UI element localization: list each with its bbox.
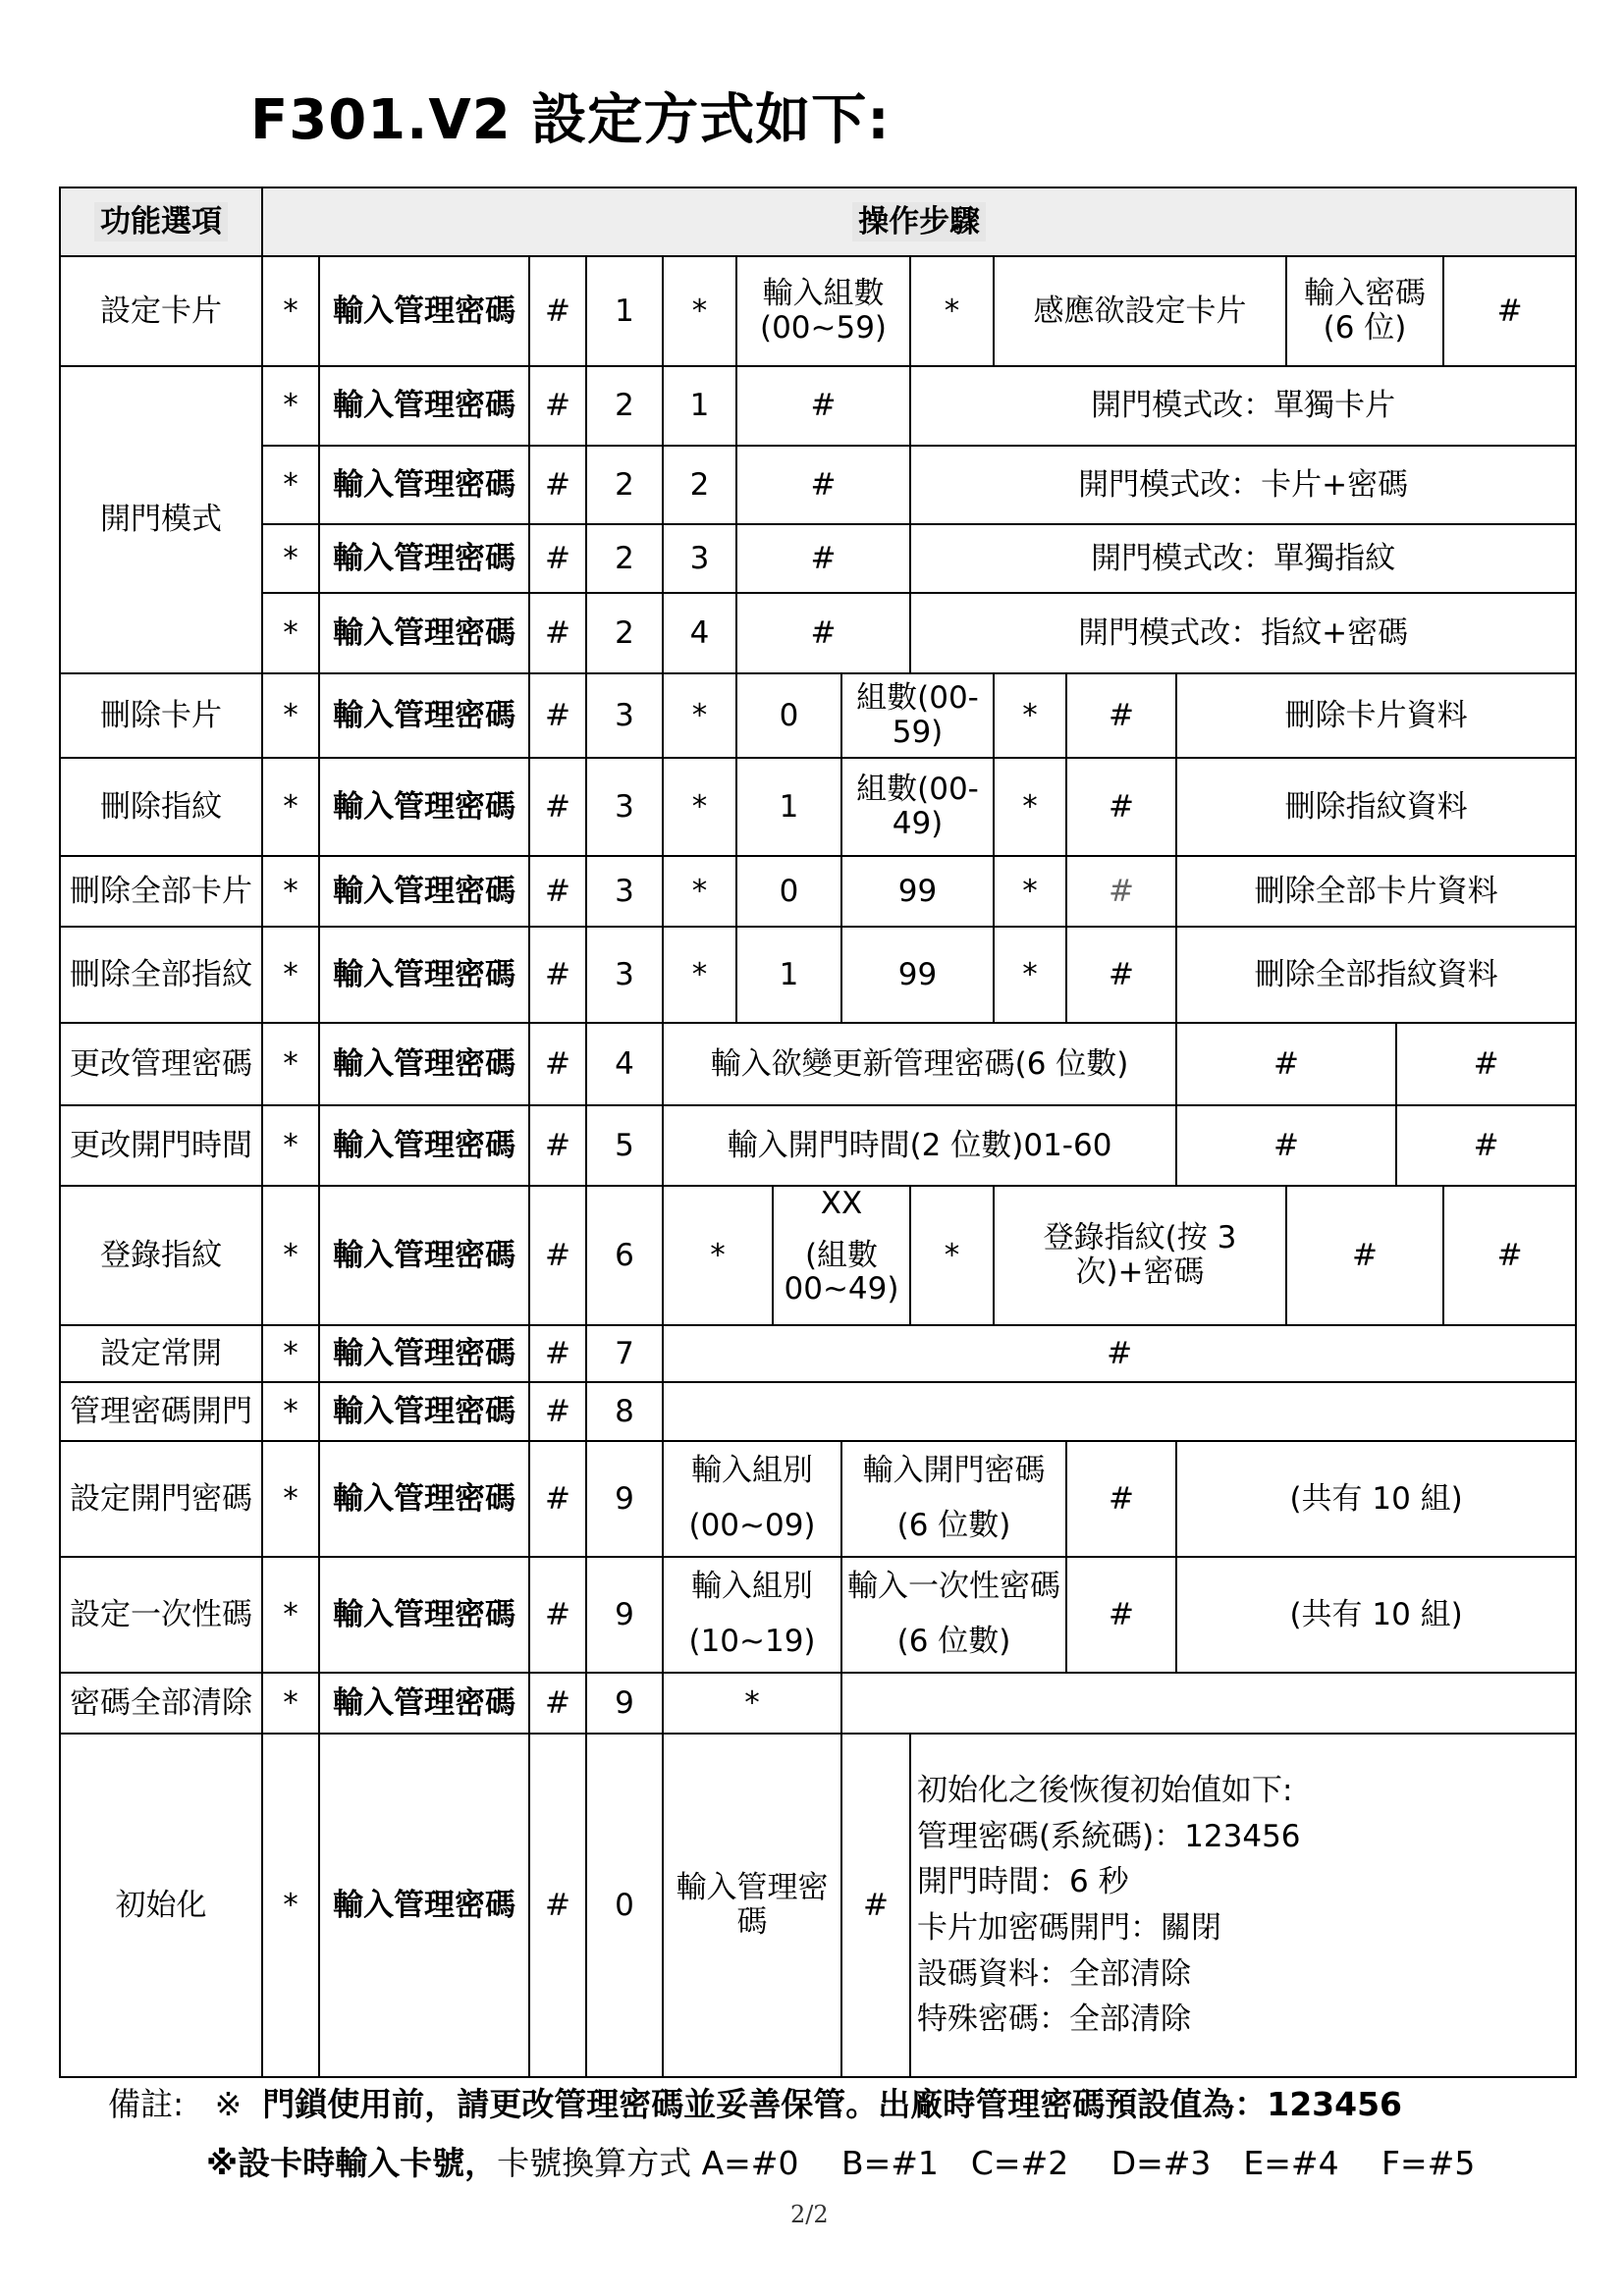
action-text-cell: 刪除全部卡片資料 [1176,856,1576,927]
enter-admin-cell: 輸入管理密碼 [319,1673,529,1734]
notes-line-2 [206,2138,1475,2184]
init-line: 管理密碼(系統碼)：123456 [917,1818,1301,1854]
hash-cell: # [1443,1186,1576,1325]
star-cell: * [663,927,736,1023]
star-cell: * [262,1023,319,1105]
sub-code-cell: 2 [663,446,736,524]
hash-cell: # [529,1557,586,1673]
total-cell: (共有 10 組) [1176,1441,1576,1557]
mode-text-cell: 開門模式改：指紋+密碼 [910,593,1576,673]
row-label: 刪除指紋 [60,758,262,856]
enter-admin-cell: 輸入管理密碼 [319,1186,529,1325]
page-number: 2/2 [790,2201,829,2228]
star-cell: * [994,927,1066,1023]
hash-cell: # [1396,1023,1576,1105]
code-cell: 0 [736,856,841,927]
star-cell: * [262,524,319,593]
hash-cell: # [529,256,586,366]
code-cell: 9 [586,1673,663,1734]
table-row [60,1673,1576,1734]
code-cell: 5 [586,1105,663,1186]
star-cell: * [262,1382,319,1441]
group-label: 輸入組別 [691,1453,813,1489]
row-label: 設定開門密碼 [60,1441,262,1557]
group-cell: 輸入組數(00~59) [736,256,910,366]
enter-admin-cell: 輸入管理密碼 [319,1441,529,1557]
group-label: 輸入組別 [691,1569,813,1605]
enter-admin-cell: 輸入管理密碼 [319,856,529,927]
enter-admin-cell: 輸入管理密碼 [319,524,529,593]
sub-code-cell: 1 [663,366,736,446]
table-row [60,1382,1576,1441]
code-cell: 3 [586,856,663,927]
action-text-cell: 刪除全部指紋資料 [1176,927,1576,1023]
table-row [60,1186,1576,1325]
hash-cell: # [529,593,586,673]
star-cell: * [262,1441,319,1557]
enter-admin-cell: 輸入管理密碼 [319,1557,529,1673]
action-text-cell: 刪除指紋資料 [1176,758,1576,856]
code-cell: 2 [586,446,663,524]
hash-cell: # [529,1105,586,1186]
table-row [60,1325,1576,1382]
hash-cell: # [529,1023,586,1105]
group-cell [663,1441,841,1557]
hash-cell: # [663,1325,1576,1382]
star-cell: * [262,1673,319,1734]
table-row [60,927,1576,1023]
table-row [60,1105,1576,1186]
password-label: 輸入開門密碼 [862,1453,1046,1489]
enter-admin-cell: 輸入管理密碼 [319,1382,529,1441]
notes-bold: ※設卡時輸入卡號， [206,2144,498,2182]
init-line: 開門時間：6 秒 [917,1864,1129,1900]
value-cell: 99 [841,856,994,927]
code-cell: 2 [586,366,663,446]
notes-text: 卡號換算方式 A=#0 B=#1 C=#2 D=#3 E=#4 F=#5 [497,2144,1476,2182]
action-text-cell: 刪除卡片資料 [1176,673,1576,758]
star-cell: * [994,673,1066,758]
star-cell: * [262,758,319,856]
star-cell: * [262,446,319,524]
table-row [60,366,1576,446]
code-cell: 2 [586,593,663,673]
group-cell [773,1186,910,1325]
notes-text: 門鎖使用前，請更改管理密碼並妥善保管。出廠時管理密碼預設值為：123456 [262,2085,1403,2123]
hash-cell: # [529,1734,586,2077]
enter-admin-cell: 輸入管理密碼 [319,1023,529,1105]
row-label: 刪除卡片 [60,673,262,758]
code-cell: 3 [586,758,663,856]
enter-admin-cell: 輸入管理密碼 [319,256,529,366]
star-cell: * [262,1186,319,1325]
code-cell: 0 [736,673,841,758]
star-cell: * [262,1325,319,1382]
row-label: 密碼全部清除 [60,1673,262,1734]
group-range: (00~09) [688,1508,816,1543]
hash-cell: # [736,446,910,524]
init-line: 設碼資料：全部清除 [917,1955,1191,1992]
star-cell: * [910,256,994,366]
group-cell [663,1557,841,1673]
empty-cell [663,1382,1576,1441]
star-cell: * [663,256,736,366]
hash-cell: # [841,1734,910,2077]
enter-admin-cell: 輸入管理密碼 [319,1105,529,1186]
star-cell: * [262,1734,319,2077]
group-range: (10~19) [688,1624,816,1659]
table-row [60,446,1576,524]
hash-cell: # [529,446,586,524]
hash-cell: # [1176,1023,1396,1105]
row-label: 刪除全部指紋 [60,927,262,1023]
table-row [60,758,1576,856]
empty-cell [841,1673,1576,1734]
hash-cell: # [529,673,586,758]
code-cell: 2 [586,524,663,593]
hash-cell: # [1396,1105,1576,1186]
star-cell: * [910,1186,994,1325]
star-cell: * [262,673,319,758]
table-row [60,524,1576,593]
notes-mark: ※ [214,2085,243,2123]
row-label: 設定一次性碼 [60,1557,262,1673]
row-label: 管理密碼開門 [60,1382,262,1441]
hash-cell: # [529,1382,586,1441]
notes-line-1 [108,2079,1402,2125]
table-row [60,1023,1576,1105]
star-cell: * [663,673,736,758]
init-line: 卡片加密碼開門：關閉 [917,1910,1221,1946]
sub-code-cell: 4 [663,593,736,673]
enter-admin-cell: 輸入管理密碼 [319,366,529,446]
password-cell [841,1557,1066,1673]
hash-cell: # [1443,256,1576,366]
code-cell: 1 [586,256,663,366]
action-text-cell: 登錄指紋(按 3 次)+密碼 [994,1186,1286,1325]
hash-cell: # [529,856,586,927]
action-text-cell: 輸入欲變更新管理密碼(6 位數) [663,1023,1176,1105]
password-label: 輸入一次性密碼 [847,1569,1060,1605]
star-cell: * [262,366,319,446]
hash-cell: # [529,524,586,593]
hash-cell: # [736,366,910,446]
sub-code-cell: 3 [663,524,736,593]
star-cell: * [262,593,319,673]
enter-admin-cell: 輸入管理密碼 [319,446,529,524]
star-cell: * [262,256,319,366]
enter-admin-cell: 輸入管理密碼 [319,927,529,1023]
table-row [60,673,1576,758]
hash-cell: # [736,593,910,673]
code-cell: 1 [736,927,841,1023]
code-cell: 3 [586,927,663,1023]
code-cell: 9 [586,1441,663,1557]
group-cell: 組數(00-59) [841,673,994,758]
star-cell: * [262,927,319,1023]
star-cell: * [663,856,736,927]
star-cell: * [663,758,736,856]
code-cell: 8 [586,1382,663,1441]
group-range: (組數00~49) [784,1237,899,1308]
enter-admin-cell: 輸入管理密碼 [319,1734,529,2077]
table-row [60,1441,1576,1557]
value-cell: 99 [841,927,994,1023]
hash-cell: # [529,1673,586,1734]
mode-text-cell: 開門模式改：卡片+密碼 [910,446,1576,524]
code-cell: 7 [586,1325,663,1382]
hash-cell: # [1286,1186,1443,1325]
hash-cell: # [529,366,586,446]
table-row [60,1557,1576,1673]
hash-cell: # [1066,758,1176,856]
enter-admin-cell: 輸入管理密碼 [319,593,529,673]
star-cell: * [994,856,1066,927]
mode-text-cell: 開門模式改：單獨卡片 [910,366,1576,446]
code-cell: 0 [586,1734,663,2077]
hash-cell: # [529,1186,586,1325]
enter-admin-cell: 輸入管理密碼 [319,1325,529,1382]
code-cell: 4 [586,1023,663,1105]
row-label: 設定卡片 [60,256,262,366]
hash-cell: # [1066,673,1176,758]
star-cell: * [262,1557,319,1673]
page-title: F301.V2 設定方式如下: [250,88,891,152]
star-cell: * [262,856,319,927]
table-row [60,856,1576,927]
star-cell: * [663,1673,841,1734]
row-label: 更改管理密碼 [60,1023,262,1105]
row-label: 登錄指紋 [60,1186,262,1325]
star-cell: * [663,1186,773,1325]
hash-cell: # [1066,927,1176,1023]
hash-cell: # [1176,1105,1396,1186]
total-cell: (共有 10 組) [1176,1557,1576,1673]
sense-card-cell: 感應欲設定卡片 [994,256,1286,366]
table-row [60,593,1576,673]
init-line: 特殊密碼：全部清除 [917,2002,1191,2038]
mode-text-cell: 開門模式改：單獨指紋 [910,524,1576,593]
init-line: 初始化之後恢復初始值如下: [917,1772,1293,1808]
code-cell: 1 [736,758,841,856]
code-cell: 9 [586,1557,663,1673]
header-steps: 操作步驟 [262,187,1576,256]
enter-admin-cell: 輸入管理密碼 [319,673,529,758]
code-cell: 3 [586,673,663,758]
row-label: 設定常開 [60,1325,262,1382]
enter-admin-cell: 輸入管理密碼 [319,758,529,856]
hash-cell: # [1066,856,1176,927]
row-label: 開門模式 [60,366,262,673]
row-label: 刪除全部卡片 [60,856,262,927]
hash-cell: # [529,1441,586,1557]
hash-cell: # [529,758,586,856]
code-cell: 6 [586,1186,663,1325]
password-digits: (6 位數) [896,1508,1011,1543]
star-cell: * [994,758,1066,856]
table-header-row [60,187,1576,256]
hash-cell: # [529,927,586,1023]
settings-table [59,187,1577,2078]
hash-cell: # [1066,1441,1176,1557]
table-row [60,256,1576,366]
row-label: 更改開門時間 [60,1105,262,1186]
header-function: 功能選項 [60,187,262,256]
notes-prefix: 備註: [108,2085,185,2123]
password-cell [841,1441,1066,1557]
init-defaults-cell [910,1734,1576,2077]
star-cell: * [262,1105,319,1186]
hash-cell: # [1066,1557,1176,1673]
table-row [60,1734,1576,2077]
row-label: 初始化 [60,1734,262,2077]
enter-admin-cell: 輸入管理密碼 [663,1734,841,2077]
hash-cell: # [736,524,910,593]
xx-label: XX [820,1186,863,1221]
pwd6-cell: 輸入密碼(6 位) [1286,256,1443,366]
password-digits: (6 位數) [896,1624,1011,1659]
action-text-cell: 輸入開門時間(2 位數)01-60 [663,1105,1176,1186]
hash-cell: # [529,1325,586,1382]
group-cell: 組數(00-49) [841,758,994,856]
